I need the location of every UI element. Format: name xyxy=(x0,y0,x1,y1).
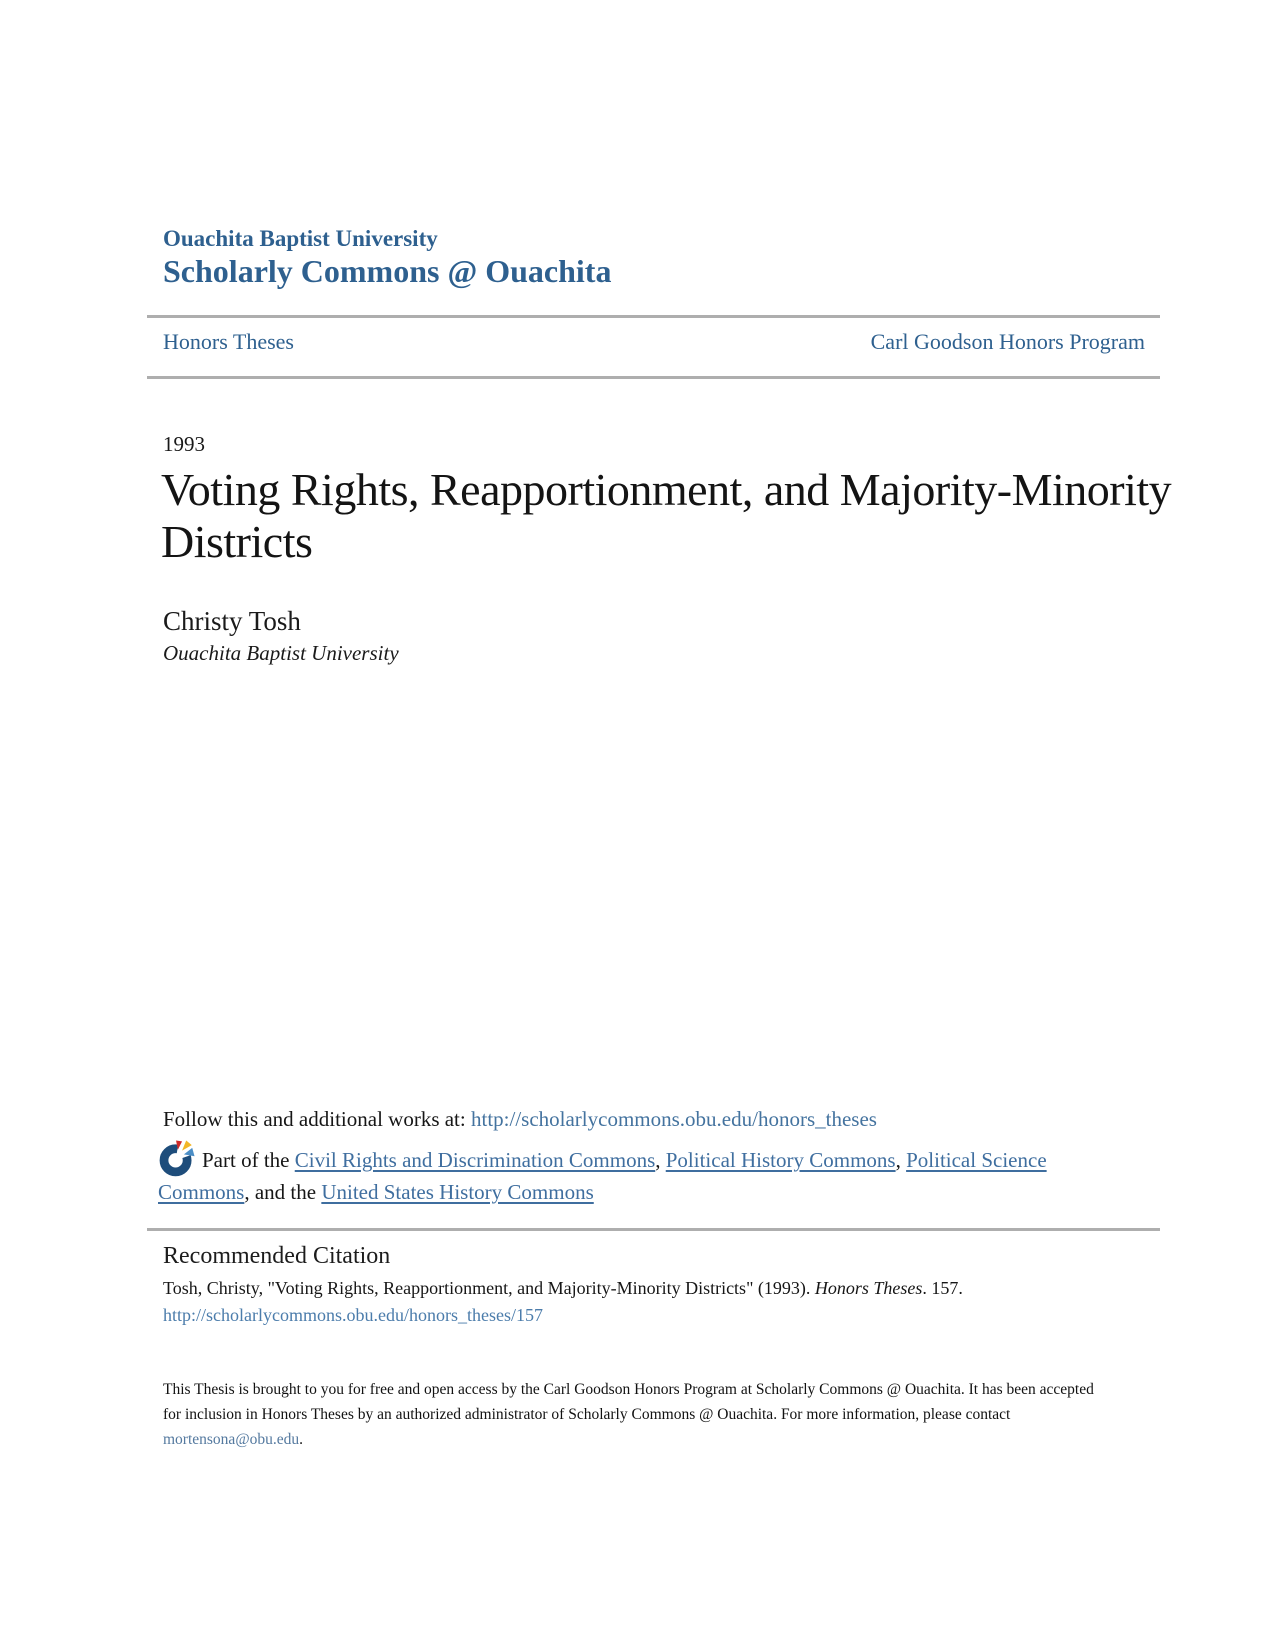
citation-source-title: Honors Theses xyxy=(814,1278,923,1298)
discipline-link-political-science[interactable]: Political Science Commons xyxy=(158,1148,1047,1204)
discipline-link-us-history[interactable]: United States History Commons xyxy=(321,1180,594,1204)
citation-text-after: . 157. xyxy=(922,1278,963,1298)
access-statement-text: This Thesis is brought to you for free and open access by the Carl Goodson Honors Program at Scholarly Commons @ Ouachita. It has been accepted for inclusion in Honors Theses by an authorized administrator of Scholarly Commons @ Ouachita. For more information, please contact xyxy=(163,1381,1094,1423)
recommended-citation-heading: Recommended Citation xyxy=(163,1243,391,1269)
discipline-link-political-history[interactable]: Political History Commons xyxy=(665,1148,896,1172)
repository-home-link[interactable]: Scholarly Commons @ Ouachita xyxy=(163,253,612,290)
author-name: Christy Tosh xyxy=(163,606,301,636)
follow-works-line xyxy=(163,1107,877,1132)
separator: , xyxy=(895,1148,907,1172)
divider-citation xyxy=(147,1228,1160,1231)
citation-url-line xyxy=(163,1305,543,1326)
disciplines-line xyxy=(158,1140,1113,1208)
institution-link[interactable]: Ouachita Baptist University xyxy=(163,226,438,251)
collection-url-link[interactable]: http://scholarlycommons.obu.edu/honors_theses xyxy=(470,1107,877,1131)
access-statement xyxy=(163,1378,1101,1452)
institution-name-row xyxy=(163,226,611,251)
citation-text xyxy=(163,1278,1168,1299)
discipline-link-civil-rights[interactable]: Civil Rights and Discrimination Commons xyxy=(294,1148,656,1172)
citation-url-link[interactable]: http://scholarlycommons.obu.edu/honors_theses/157 xyxy=(163,1305,543,1325)
separator: , and the xyxy=(244,1180,322,1204)
contact-email-link[interactable]: mortensona@obu.edu xyxy=(163,1430,300,1448)
collection-nav xyxy=(163,329,1145,355)
repository-name-row xyxy=(163,254,611,289)
repository-masthead xyxy=(163,226,611,289)
part-of-prefix: Part of the xyxy=(202,1148,295,1172)
access-statement-period: . xyxy=(299,1430,303,1448)
divider-nav-bottom xyxy=(147,376,1160,379)
follow-works-label: Follow this and additional works at: xyxy=(163,1107,471,1131)
collection-link-honors-theses[interactable]: Honors Theses xyxy=(163,329,294,354)
publication-year: 1993 xyxy=(163,432,205,456)
digital-commons-network-icon xyxy=(158,1140,195,1177)
author-affiliation: Ouachita Baptist University xyxy=(163,641,399,665)
citation-text-before: Tosh, Christy, "Voting Rights, Reapportionment, and Majority-Minority Districts" (1993). xyxy=(163,1278,815,1298)
divider-top xyxy=(147,315,1160,318)
program-link-carl-goodson[interactable]: Carl Goodson Honors Program xyxy=(870,329,1145,354)
separator: , xyxy=(655,1148,666,1172)
thesis-title: Voting Rights, Reapportionment, and Majority-Minority Districts xyxy=(161,464,1172,567)
